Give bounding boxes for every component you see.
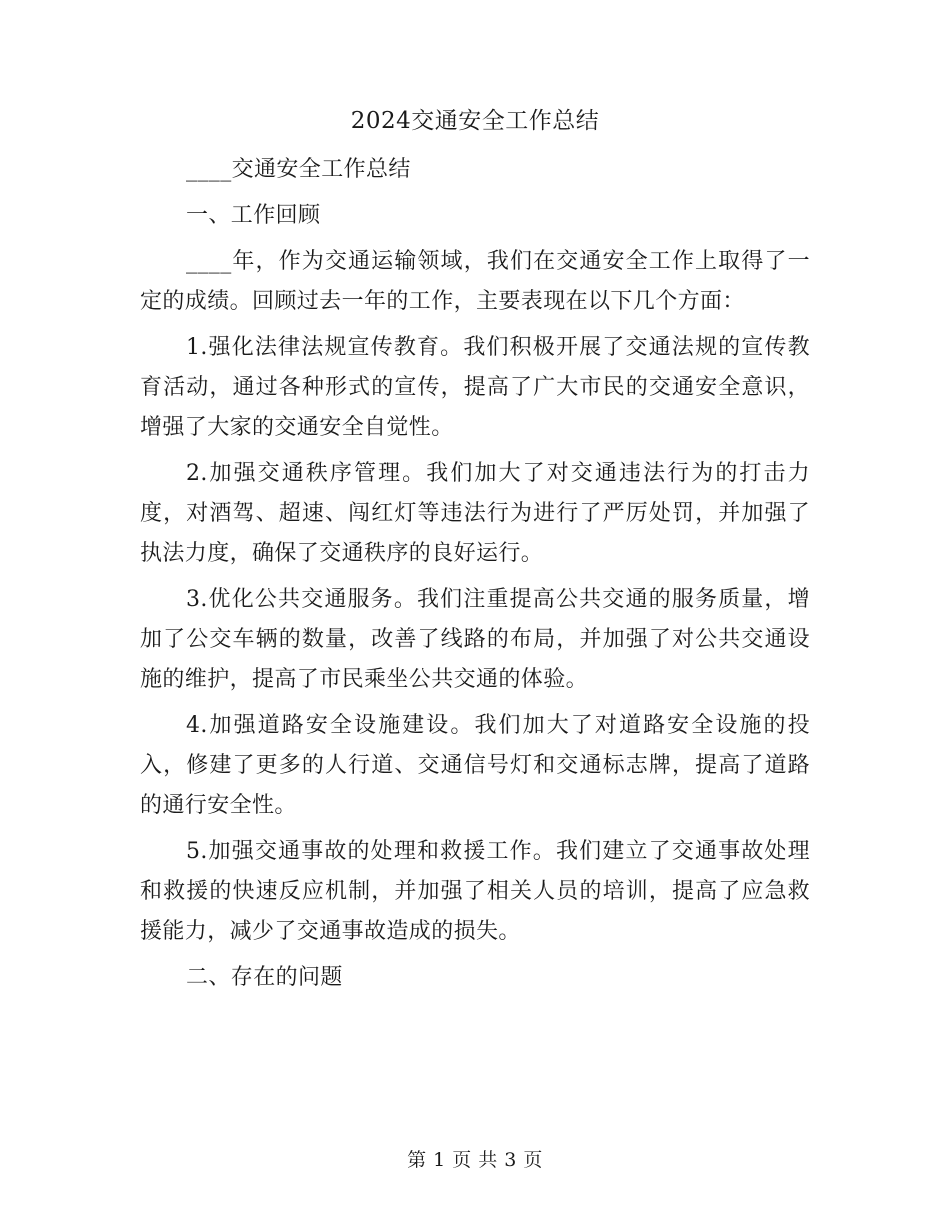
paragraph-intro: ____年，作为交通运输领域，我们在交通安全工作上取得了一定的成绩。回顾过去一年的工作，主要表现在以下几个方面： <box>140 249 810 314</box>
paragraph-item-5: 5.加强交通事故的处理和救援工作。我们建立了交通事故处理和救援的快速反应机制，并加强了相关人员的培训，提高了应急救援能力，减少了交通事故造成的损失。 <box>140 839 810 944</box>
paragraph-item-4: 4.加强道路安全设施建设。我们加大了对道路安全设施的投入，修建了更多的人行道、交通信号灯和交通标志牌，提高了道路的通行安全性。 <box>140 713 810 818</box>
section-heading-problems: 二、存在的问题 <box>186 965 343 990</box>
page-footer: 第 1 页 共 3 页 <box>407 1149 543 1171</box>
section-heading-review: 一、工作回顾 <box>186 203 321 228</box>
paragraph-item-3: 3.优化公共交通服务。我们注重提高公共交通的服务质量，增加了公交车辆的数量，改善了线路的布局，并加强了对公共交通设施的维护，提高了市民乘坐公共交通的体验。 <box>140 587 810 692</box>
document-body <box>140 150 810 1004</box>
paragraph-item-1: 1.强化法律法规宣传教育。我们积极开展了交通法规的宣传教育活动，通过各种形式的宣传，提高了广大市民的交通安全意识，增强了大家的交通安全自觉性。 <box>140 335 810 440</box>
document-title: 2024交通安全工作总结 <box>350 108 600 134</box>
paragraph-item-2: 2.加强交通秩序管理。我们加大了对交通违法行为的打击力度，对酒驾、超速、闯红灯等违法行为进行了严厉处罚，并加强了执法力度，确保了交通秩序的良好运行。 <box>140 461 810 566</box>
subtitle: ____交通安全工作总结 <box>186 157 411 182</box>
